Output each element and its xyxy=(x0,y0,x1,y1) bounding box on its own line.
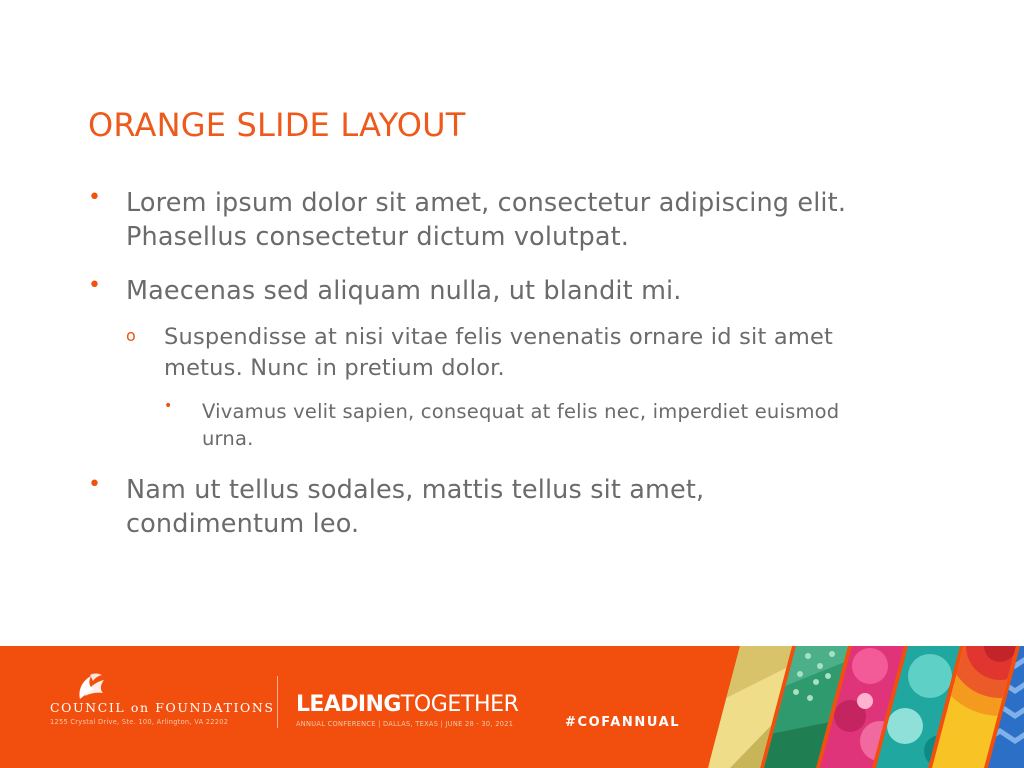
bullet-text-line: metus. Nunc in pretium dolor. xyxy=(164,355,505,381)
leaf-flame-icon xyxy=(76,672,106,700)
bullet-text-line: urna. xyxy=(202,427,254,450)
decorative-stripes-art xyxy=(700,646,1024,768)
hollow-circle-bullet-icon: o xyxy=(126,326,136,345)
bullet-dot-icon: • xyxy=(88,273,101,298)
org-address: 1255 Crystal Drive, Ste. 100, Arlington, VA 22202 xyxy=(50,718,229,726)
event-subtitle: ANNUAL CONFERENCE | DALLAS, TEXAS | JUNE 28 - 30, 2021 xyxy=(296,720,514,728)
event-title xyxy=(296,692,518,717)
event-title-light: TOGETHER xyxy=(400,692,519,717)
bullet-text-line: Nam ut tellus sodales, mattis tellus sit amet, xyxy=(126,475,705,505)
org-name: COUNCIL on FOUNDATIONS xyxy=(50,700,275,715)
bullet-text-line: Vivamus velit sapien, consequat at felis nec, imperdiet euismod xyxy=(202,400,840,423)
slide-title: ORANGE SLIDE LAYOUT xyxy=(88,106,466,144)
footer-divider xyxy=(277,676,278,728)
bullet-text-line: Maecenas sed aliquam nulla, ut blandit mi. xyxy=(126,276,682,306)
bullet-text-line: condimentum leo. xyxy=(126,509,360,539)
bullet-dot-icon: • xyxy=(88,472,101,497)
bullet-dot-icon: • xyxy=(164,398,173,414)
bullet-dot-icon: • xyxy=(88,185,101,210)
hashtag: #COFANNUAL xyxy=(565,715,681,730)
footer-banner xyxy=(0,646,1024,768)
bullet-text-line: Lorem ipsum dolor sit amet, consectetur adipiscing elit. xyxy=(126,188,847,218)
event-title-bold: LEADING xyxy=(296,692,401,717)
bullet-text-line: Phasellus consectetur dictum volutpat. xyxy=(126,222,630,252)
bullet-text-line: Suspendisse at nisi vitae felis venenatis ornare id sit amet xyxy=(164,324,834,350)
